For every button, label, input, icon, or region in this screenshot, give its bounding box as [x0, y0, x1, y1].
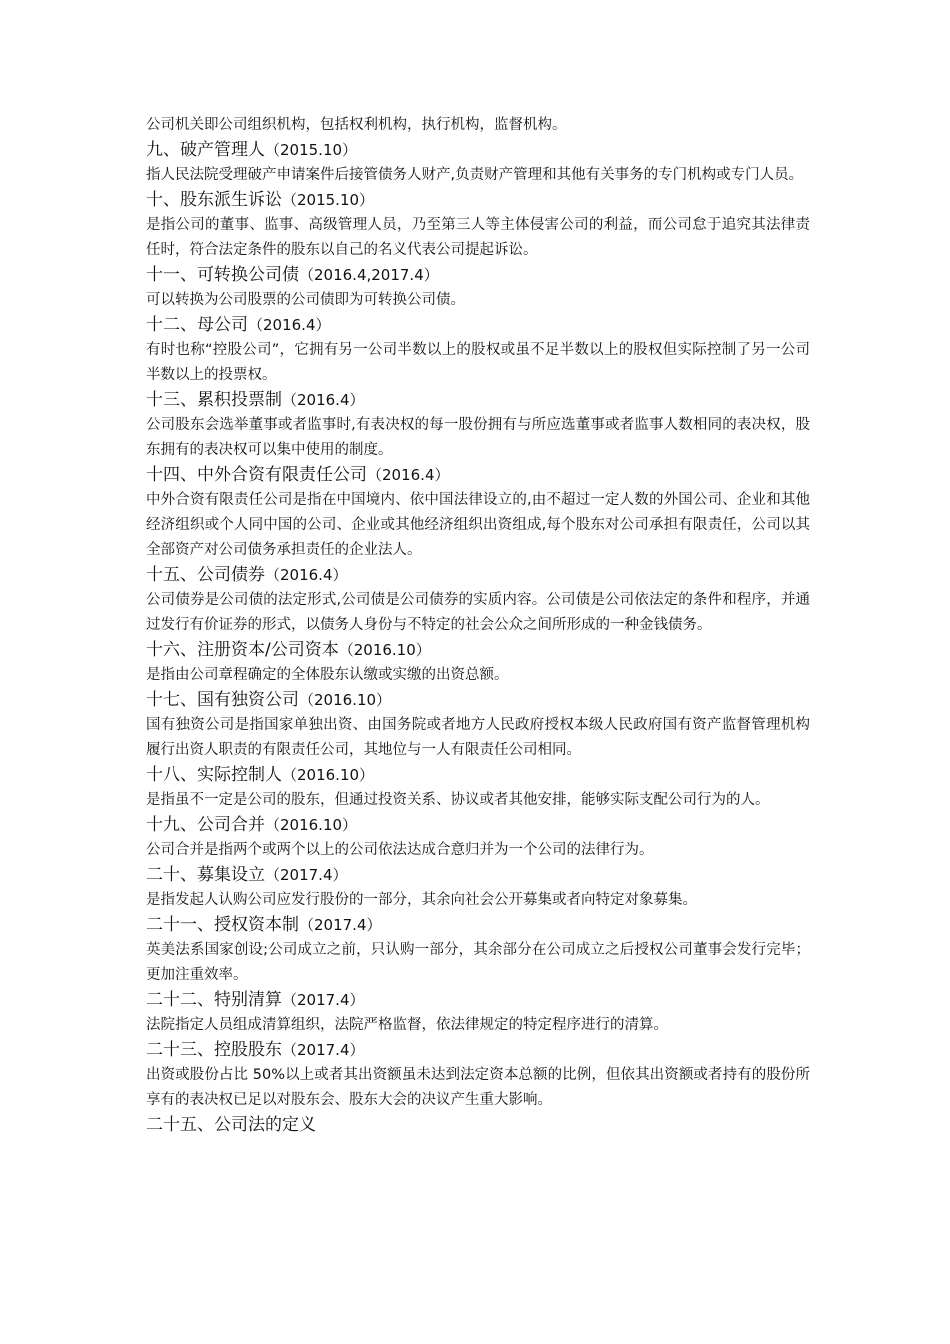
term-exam-date: （2017.4）	[282, 991, 365, 1009]
term-entry	[146, 638, 810, 688]
term-definition: 出资或股份占比 50%以上或者其出资额虽未达到法定资本总额的比例，但依其出资额或者持有的股份所享有的表决权已足以对股东会、股东大会的决议产生重大影响。	[146, 1067, 810, 1108]
term-title: 二十二、特别清算	[146, 990, 282, 1010]
term-heading	[146, 988, 810, 1013]
term-entry	[146, 263, 810, 313]
term-definition: 是指虽不一定是公司的股东，但通过投资关系、协议或者其他安排，能够实际支配公司行为的人。	[146, 792, 770, 808]
term-heading	[146, 138, 810, 163]
term-exam-date: （2017.4）	[282, 1041, 365, 1059]
term-title: 二十三、控股股东	[146, 1040, 282, 1060]
term-title: 十四、中外合资有限责任公司	[146, 465, 367, 485]
term-heading	[146, 188, 810, 213]
term-entry	[146, 1038, 810, 1113]
term-entry	[146, 313, 810, 388]
term-entry	[146, 763, 810, 813]
term-definition: 有时也称“控股公司”，它拥有另一公司半数以上的股权或虽不足半数以上的股权但实际控制了另一公司半数以上的投票权。	[146, 342, 810, 383]
document-page	[146, 113, 810, 1138]
term-entry	[146, 188, 810, 263]
term-entry	[146, 688, 810, 763]
term-exam-date: （2016.4）	[282, 391, 365, 409]
term-heading	[146, 863, 810, 888]
term-title: 二十五、公司法的定义	[146, 1115, 316, 1135]
term-title: 十八、实际控制人	[146, 765, 282, 785]
term-title: 十、股东派生诉讼	[146, 190, 282, 210]
term-title: 十一、可转换公司债	[146, 265, 299, 285]
term-title: 十六、注册资本/公司资本	[146, 640, 339, 660]
term-heading	[146, 563, 810, 588]
term-exam-date: （2016.10）	[299, 691, 392, 709]
term-heading	[146, 913, 810, 938]
term-exam-date: （2016.10）	[265, 816, 358, 834]
term-heading	[146, 763, 810, 788]
term-heading	[146, 388, 810, 413]
term-entry	[146, 913, 810, 988]
term-exam-date: （2016.4）	[367, 466, 450, 484]
term-title: 九、破产管理人	[146, 140, 265, 160]
term-definition: 英美法系国家创设;公司成立之前，只认购一部分，其余部分在公司成立之后授权公司董事会发行完毕；更加注重效率。	[146, 942, 810, 983]
term-entry	[146, 813, 810, 863]
term-heading	[146, 463, 810, 488]
term-exam-date: （2017.4）	[265, 866, 348, 884]
term-definition: 公司债券是公司债的法定形式,公司债是公司债券的实质内容。公司债是公司依法定的条件和程序，并通过发行有价证券的形式，以债务人身份与不特定的社会公众之间所形成的一种金钱债务。	[146, 592, 810, 633]
term-title: 十二、母公司	[146, 315, 248, 335]
term-title: 十三、累积投票制	[146, 390, 282, 410]
term-entry	[146, 388, 810, 463]
term-exam-date: （2016.4,2017.4）	[299, 266, 439, 284]
term-entry	[146, 863, 810, 913]
term-entry	[146, 138, 810, 188]
term-entry	[146, 563, 810, 638]
term-exam-date: （2015.10）	[265, 141, 358, 159]
term-definition: 是指发起人认购公司应发行股份的一部分，其余向社会公开募集或者向特定对象募集。	[146, 892, 697, 908]
term-entry	[146, 463, 810, 563]
term-exam-date: （2015.10）	[282, 191, 375, 209]
term-definition: 是指由公司章程确定的全体股东认缴或实缴的出资总额。	[146, 667, 509, 683]
term-entry	[146, 1113, 810, 1138]
term-definition: 是指公司的董事、监事、高级管理人员，乃至第三人等主体侵害公司的利益，而公司怠于追究其法律责任时，符合法定条件的股东以自己的名义代表公司提起诉讼。	[146, 217, 810, 258]
term-heading	[146, 1038, 810, 1063]
term-definition: 公司合并是指两个或两个以上的公司依法达成合意归并为一个公司的法律行为。	[146, 842, 654, 858]
term-title: 二十一、授权资本制	[146, 915, 299, 935]
term-title: 二十、募集设立	[146, 865, 265, 885]
term-heading	[146, 813, 810, 838]
term-entry	[146, 988, 810, 1038]
intro-paragraph: 公司机关即公司组织机构，包括权利机构，执行机构，监督机构。	[146, 117, 567, 133]
term-definition: 国有独资公司是指国家单独出资、由国务院或者地方人民政府授权本级人民政府国有资产监督管理机构履行出资人职责的有限责任公司，其地位与一人有限责任公司相同。	[146, 717, 810, 758]
term-definition: 公司股东会选举董事或者监事时,有表决权的每一股份拥有与所应选董事或者监事人数相同的表决权，股东拥有的表决权可以集中使用的制度。	[146, 417, 810, 458]
term-heading	[146, 313, 810, 338]
term-definition: 法院指定人员组成清算组织，法院严格监督，依法律规定的特定程序进行的清算。	[146, 1017, 668, 1033]
term-exam-date: （2016.4）	[265, 566, 348, 584]
term-exam-date: （2017.4）	[299, 916, 382, 934]
term-definition: 可以转换为公司股票的公司债即为可转换公司债。	[146, 292, 465, 308]
term-exam-date: （2016.4）	[248, 316, 331, 334]
term-heading	[146, 263, 810, 288]
term-title: 十七、国有独资公司	[146, 690, 299, 710]
term-title: 十九、公司合并	[146, 815, 265, 835]
term-heading	[146, 638, 810, 663]
term-definition: 指人民法院受理破产申请案件后接管债务人财产,负责财产管理和其他有关事务的专门机构或专门人员。	[146, 167, 804, 183]
entry-list	[146, 138, 810, 1138]
term-heading	[146, 1113, 810, 1138]
term-definition: 中外合资有限责任公司是指在中国境内、依中国法律设立的,由不超过一定人数的外国公司、企业和其他经济组织或个人同中国的公司、企业或其他经济组织出资组成,每个股东对公司承担有限责任，公司以其全部资产对公司债务承担责任的企业法人。	[146, 492, 810, 558]
term-title: 十五、公司债券	[146, 565, 265, 585]
term-heading	[146, 688, 810, 713]
term-exam-date: （2016.10）	[282, 766, 375, 784]
term-exam-date: （2016.10）	[338, 641, 431, 659]
